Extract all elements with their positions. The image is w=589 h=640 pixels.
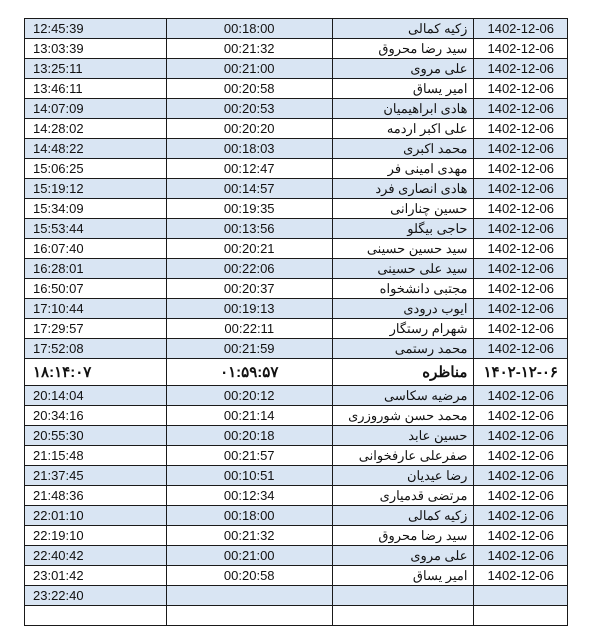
duration-cell: 00:21:32 <box>166 526 332 546</box>
date-cell: 1402-12-06 <box>474 99 568 119</box>
duration-cell: 00:13:56 <box>166 219 332 239</box>
date-cell: 1402-12-06 <box>474 546 568 566</box>
duration-cell: 00:22:06 <box>166 259 332 279</box>
end-time-cell: 15:19:12 <box>25 179 167 199</box>
end-time-cell: 17:52:08 <box>25 339 167 359</box>
end-time-cell: 12:45:39 <box>25 19 167 39</box>
duration-cell: 00:10:51 <box>166 466 332 486</box>
table-row <box>25 19 568 39</box>
end-time-cell: 13:46:11 <box>25 79 167 99</box>
table-row <box>25 426 568 446</box>
date-cell: 1402-12-06 <box>474 299 568 319</box>
end-time-cell: 21:37:45 <box>25 466 167 486</box>
end-time-cell: 21:48:36 <box>25 486 167 506</box>
duration-cell: 00:18:00 <box>166 506 332 526</box>
speaker-name-cell: امیر یساق <box>332 566 474 586</box>
date-cell: 1402-12-06 <box>474 159 568 179</box>
speaker-name-cell: مجتبی دانشخواه <box>332 279 474 299</box>
duration-cell <box>166 586 332 606</box>
empty-cell <box>332 606 474 626</box>
empty-cell <box>474 606 568 626</box>
duration-cell: 00:20:53 <box>166 99 332 119</box>
date-cell: 1402-12-06 <box>474 339 568 359</box>
duration-cell: 00:21:57 <box>166 446 332 466</box>
end-time-cell: 15:06:25 <box>25 159 167 179</box>
table-row <box>25 199 568 219</box>
speaker-name-cell: محمد اکبری <box>332 139 474 159</box>
duration-cell: 00:19:13 <box>166 299 332 319</box>
speaker-name-cell: امیر یساق <box>332 79 474 99</box>
date-cell: 1402-12-06 <box>474 466 568 486</box>
table-row <box>25 466 568 486</box>
date-cell <box>474 586 568 606</box>
table-row <box>25 586 568 606</box>
date-cell: 1402-12-06 <box>474 319 568 339</box>
speaker-name-cell: زکیه کمالی <box>332 19 474 39</box>
empty-cell <box>25 606 167 626</box>
date-cell: 1402-12-06 <box>474 526 568 546</box>
date-cell: 1402-12-06 <box>474 59 568 79</box>
duration-cell: 00:18:00 <box>166 19 332 39</box>
speaker-name-cell <box>332 586 474 606</box>
date-cell: 1402-12-06 <box>474 426 568 446</box>
end-time-cell: 17:10:44 <box>25 299 167 319</box>
duration-cell: 00:14:57 <box>166 179 332 199</box>
end-time-cell: 15:53:44 <box>25 219 167 239</box>
end-time-cell: 22:19:10 <box>25 526 167 546</box>
duration-cell: 00:22:11 <box>166 319 332 339</box>
speaker-name-cell: رضا عیدیان <box>332 466 474 486</box>
date-cell: 1402-12-06 <box>474 19 568 39</box>
date-cell: 1402-12-06 <box>474 139 568 159</box>
date-cell: 1402-12-06 <box>474 446 568 466</box>
speaker-name-cell: زکیه کمالی <box>332 506 474 526</box>
duration-cell: 00:21:59 <box>166 339 332 359</box>
table-row <box>25 259 568 279</box>
end-time-cell: 20:55:30 <box>25 426 167 446</box>
speaker-name-cell: علی مروی <box>332 59 474 79</box>
duration-cell: 00:21:00 <box>166 546 332 566</box>
duration-cell: 00:21:14 <box>166 406 332 426</box>
speaker-name-cell: محمد حسن شوروزری <box>332 406 474 426</box>
date-cell: 1402-12-06 <box>474 566 568 586</box>
end-time-cell: 22:01:10 <box>25 506 167 526</box>
date-cell: 1402-12-06 <box>474 79 568 99</box>
debate-row <box>25 359 568 386</box>
end-time-cell: 14:28:02 <box>25 119 167 139</box>
speaker-name-cell: هادی ابراهیمیان <box>332 99 474 119</box>
table-row <box>25 486 568 506</box>
speaker-name-cell: سید رضا محروق <box>332 39 474 59</box>
speaker-name-cell: محمد رستمی <box>332 339 474 359</box>
table-row <box>25 526 568 546</box>
table-row <box>25 386 568 406</box>
table-row <box>25 299 568 319</box>
end-time-cell: 14:07:09 <box>25 99 167 119</box>
table-row <box>25 99 568 119</box>
table-row <box>25 39 568 59</box>
end-time-cell: 21:15:48 <box>25 446 167 466</box>
speaker-name-cell: شهرام رستگار <box>332 319 474 339</box>
table-row <box>25 319 568 339</box>
table-row <box>25 179 568 199</box>
duration-cell: 00:20:21 <box>166 239 332 259</box>
speaker-name-cell: صفرعلی عارفخوانی <box>332 446 474 466</box>
end-time-cell: 13:03:39 <box>25 39 167 59</box>
date-cell: 1402-12-06 <box>474 219 568 239</box>
table-row <box>25 446 568 466</box>
date-cell: ۱۴۰۲-۱۲-۰۶ <box>474 359 568 386</box>
duration-cell: 00:20:58 <box>166 566 332 586</box>
table-row <box>25 79 568 99</box>
duration-cell: 00:20:37 <box>166 279 332 299</box>
duration-cell: 00:12:47 <box>166 159 332 179</box>
duration-cell: 00:21:32 <box>166 39 332 59</box>
table-row <box>25 406 568 426</box>
speaker-name-cell: علی مروی <box>332 546 474 566</box>
table-row <box>25 219 568 239</box>
speaker-name-cell: سید رضا محروق <box>332 526 474 546</box>
date-cell: 1402-12-06 <box>474 406 568 426</box>
table-row <box>25 566 568 586</box>
duration-cell: 00:20:20 <box>166 119 332 139</box>
end-time-cell: 13:25:11 <box>25 59 167 79</box>
end-time-cell: 16:28:01 <box>25 259 167 279</box>
table-row <box>25 239 568 259</box>
speaker-name-cell: علی اکبر اردمه <box>332 119 474 139</box>
duration-cell: 00:20:58 <box>166 79 332 99</box>
date-cell: 1402-12-06 <box>474 39 568 59</box>
table-row <box>25 279 568 299</box>
date-cell: 1402-12-06 <box>474 279 568 299</box>
table-row <box>25 546 568 566</box>
table-row <box>25 139 568 159</box>
speaker-name-cell: مهدی امینی فر <box>332 159 474 179</box>
date-cell: 1402-12-06 <box>474 239 568 259</box>
date-cell: 1402-12-06 <box>474 119 568 139</box>
speaker-name-cell: مناظره <box>332 359 474 386</box>
date-cell: 1402-12-06 <box>474 386 568 406</box>
table-row <box>25 119 568 139</box>
end-time-cell: 16:07:40 <box>25 239 167 259</box>
end-time-cell: 16:50:07 <box>25 279 167 299</box>
schedule-table-body <box>25 19 568 626</box>
table-row <box>25 339 568 359</box>
duration-cell: 00:20:12 <box>166 386 332 406</box>
speaker-name-cell: مرضیه سکاسی <box>332 386 474 406</box>
duration-cell: 00:19:35 <box>166 199 332 219</box>
speaker-name-cell: حسین چنارانی <box>332 199 474 219</box>
end-time-cell: 14:48:22 <box>25 139 167 159</box>
table-row <box>25 506 568 526</box>
duration-cell: 00:18:03 <box>166 139 332 159</box>
speaker-name-cell: سید حسین حسینی <box>332 239 474 259</box>
date-cell: 1402-12-06 <box>474 179 568 199</box>
speaker-name-cell: مرتضی قدمیاری <box>332 486 474 506</box>
date-cell: 1402-12-06 <box>474 199 568 219</box>
date-cell: 1402-12-06 <box>474 486 568 506</box>
speaker-name-cell: ایوب درودی <box>332 299 474 319</box>
speaker-name-cell: هادی انصاری فرد <box>332 179 474 199</box>
table-row <box>25 159 568 179</box>
table-row <box>25 59 568 79</box>
speaker-name-cell: حسین عابد <box>332 426 474 446</box>
schedule-table <box>24 18 568 626</box>
duration-cell: 00:12:34 <box>166 486 332 506</box>
duration-cell: 00:20:18 <box>166 426 332 446</box>
end-time-cell: 17:29:57 <box>25 319 167 339</box>
speaker-name-cell: حاجی بیگلو <box>332 219 474 239</box>
end-time-cell: 22:40:42 <box>25 546 167 566</box>
end-time-cell: 20:14:04 <box>25 386 167 406</box>
duration-cell: 00:21:00 <box>166 59 332 79</box>
end-time-cell: 23:22:40 <box>25 586 167 606</box>
end-time-cell: ۱۸:۱۴:۰۷ <box>25 359 167 386</box>
end-time-cell: 23:01:42 <box>25 566 167 586</box>
end-time-cell: 15:34:09 <box>25 199 167 219</box>
empty-cell <box>166 606 332 626</box>
date-cell: 1402-12-06 <box>474 259 568 279</box>
end-time-cell: 20:34:16 <box>25 406 167 426</box>
empty-row <box>25 606 568 626</box>
duration-cell: ۰۱:۵۹:۵۷ <box>166 359 332 386</box>
speaker-name-cell: سید علی حسینی <box>332 259 474 279</box>
date-cell: 1402-12-06 <box>474 506 568 526</box>
